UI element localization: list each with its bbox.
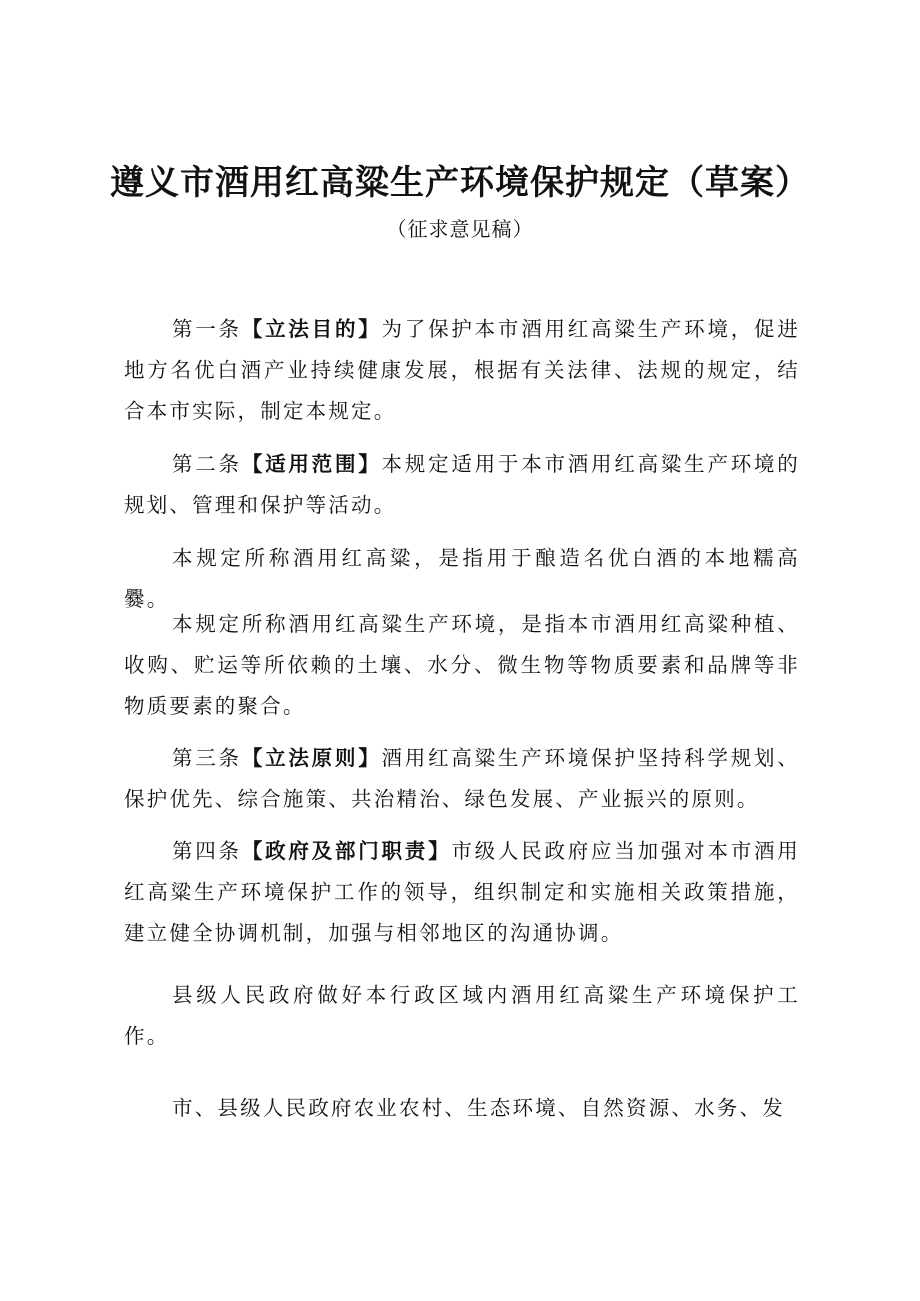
article-text: 酒用红高粱生产环境保护坚持科学规划、保护优先、综合施策、共治精治、绿色发展、产业振兴的原则。: [124, 746, 800, 811]
article-3: [124, 738, 800, 820]
paragraph-county-duty: [124, 975, 800, 1057]
paragraph-definition-environment: [124, 604, 800, 727]
paragraph-departments: [124, 1088, 800, 1129]
paragraph-text: 市、县级人民政府农业农村、生态环境、自然资源、水务、发: [172, 1096, 785, 1120]
article-text: 本规定适用于本市酒用红高粱生产环境的规划、管理和保护等活动。: [124, 452, 800, 517]
article-heading: 【立法目的】: [241, 317, 382, 341]
document-subtitle: （征求意见稿）: [386, 217, 534, 241]
paragraph-text: 本规定所称酒用红高粱生产环境，是指本市酒用红高粱种植、收购、贮运等所依赖的土壤、水分、微生物等物质要素和品牌等非物质要素的聚合。: [124, 612, 800, 718]
article-text: 为了保护本市酒用红高粱生产环境，促进地方名优白酒产业持续健康发展，根据有关法律、法规的规定，结合本市实际，制定本规定。: [124, 317, 800, 423]
article-number: 第四条: [172, 839, 242, 863]
article-heading: 【适用范围】: [241, 452, 382, 476]
document-title: 遵义市酒用红高粱生产环境保护规定（草案）: [110, 163, 810, 203]
article-text: 市级人民政府应当加强对本市酒用红高粱生产环境保护工作的领导，组织制定和实施相关政策措施，建立健全协调机制，加强与相邻地区的沟通协调。: [124, 839, 800, 945]
article-number: 第三条: [172, 746, 242, 770]
article-2: [124, 444, 800, 526]
article-heading: 【立法原则】: [241, 746, 382, 770]
paragraph-text: 县级人民政府做好本行政区域内酒用红高粱生产环境保护工作。: [124, 983, 800, 1048]
article-4: [124, 831, 800, 954]
article-heading: 【政府及部门职责】: [241, 839, 452, 863]
article-number: 第二条: [172, 452, 242, 476]
article-1: [124, 309, 800, 432]
paragraph-text: 本规定所称酒用红高粱，是指用于酿造名优白酒的本地糯高爨。: [124, 546, 800, 611]
article-number: 第一条: [172, 317, 242, 341]
